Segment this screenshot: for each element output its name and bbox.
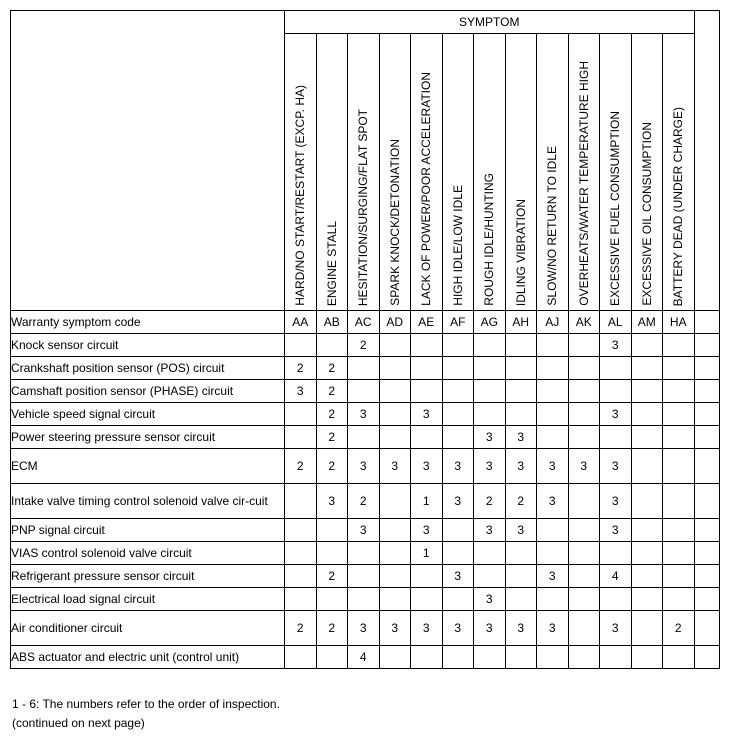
value-cell: AA (285, 311, 317, 334)
value-cell (663, 646, 695, 669)
value-cell (348, 380, 380, 403)
row-label: Intake valve timing control solenoid valve cir-cuit (11, 484, 285, 519)
symptom-header-cell (411, 34, 443, 311)
table-row (11, 426, 720, 449)
row-label: VIAS control solenoid valve circuit (11, 542, 285, 565)
symptom-header-label: SPARK KNOCK/DETONATION (387, 139, 402, 306)
symptom-header-cell (537, 34, 569, 311)
extra-cell (694, 311, 719, 334)
value-cell (442, 380, 474, 403)
row-label: Air conditioner circuit (11, 611, 285, 646)
value-cell: 3 (442, 484, 474, 519)
extra-cell (694, 426, 719, 449)
header-extra-cell (694, 11, 719, 311)
table-row (11, 311, 720, 334)
value-cell: 2 (348, 484, 380, 519)
value-cell (474, 357, 506, 380)
value-cell (600, 542, 632, 565)
value-cell (474, 565, 506, 588)
value-cell (379, 565, 411, 588)
value-cell: 3 (379, 611, 411, 646)
value-cell (631, 380, 663, 403)
value-cell (631, 484, 663, 519)
symptom-header-cell (348, 34, 380, 311)
extra-cell (694, 449, 719, 484)
extra-cell (694, 334, 719, 357)
symptom-header-cell (379, 34, 411, 311)
value-cell: AH (505, 311, 537, 334)
value-cell: 3 (537, 484, 569, 519)
value-cell (568, 484, 600, 519)
value-cell (537, 380, 569, 403)
value-cell (348, 565, 380, 588)
symptom-header-label: LACK OF POWER/POOR ACCELERATION (419, 72, 434, 306)
symptom-header-cell (316, 34, 348, 311)
table-row (11, 357, 720, 380)
value-cell (348, 588, 380, 611)
value-cell: 3 (505, 426, 537, 449)
value-cell (411, 646, 443, 669)
value-cell (285, 403, 317, 426)
value-cell (663, 426, 695, 449)
value-cell: 3 (316, 484, 348, 519)
value-cell: AM (631, 311, 663, 334)
value-cell (442, 334, 474, 357)
value-cell (568, 588, 600, 611)
value-cell (379, 426, 411, 449)
value-cell: 2 (316, 380, 348, 403)
value-cell (663, 542, 695, 565)
value-cell (600, 588, 632, 611)
row-label: Vehicle speed signal circuit (11, 403, 285, 426)
symptom-header-cell (505, 34, 537, 311)
value-cell: 3 (600, 334, 632, 357)
value-cell: 1 (411, 542, 443, 565)
value-cell: 3 (442, 565, 474, 588)
value-cell (505, 380, 537, 403)
table-row (11, 449, 720, 484)
value-cell: 2 (663, 611, 695, 646)
value-cell: 2 (505, 484, 537, 519)
value-cell (568, 646, 600, 669)
value-cell (568, 403, 600, 426)
value-cell (568, 426, 600, 449)
value-cell: 3 (474, 449, 506, 484)
extra-cell (694, 565, 719, 588)
symptom-header-cell (568, 34, 600, 311)
value-cell (631, 426, 663, 449)
value-cell (285, 484, 317, 519)
value-cell (505, 565, 537, 588)
value-cell: 2 (316, 449, 348, 484)
value-cell (663, 380, 695, 403)
value-cell: 3 (505, 611, 537, 646)
value-cell (379, 357, 411, 380)
value-cell (537, 403, 569, 426)
value-cell: AL (600, 311, 632, 334)
value-cell (663, 403, 695, 426)
value-cell (316, 542, 348, 565)
continued-note: (continued on next page) (12, 716, 145, 730)
value-cell (631, 646, 663, 669)
value-cell: 3 (348, 519, 380, 542)
value-cell: 3 (474, 611, 506, 646)
value-cell: 3 (379, 449, 411, 484)
table-row (11, 588, 720, 611)
value-cell (505, 646, 537, 669)
symptom-header-label: BATTERY DEAD (UNDER CHARGE) (671, 106, 686, 306)
value-cell (537, 426, 569, 449)
value-cell (537, 588, 569, 611)
value-cell (505, 542, 537, 565)
value-cell (379, 403, 411, 426)
value-cell (474, 334, 506, 357)
symptom-header-label: ENGINE STALL (324, 220, 339, 306)
value-cell (631, 519, 663, 542)
value-cell (442, 646, 474, 669)
value-cell (568, 611, 600, 646)
value-cell (474, 380, 506, 403)
value-cell (316, 646, 348, 669)
value-cell: 2 (285, 357, 317, 380)
symptom-header-label: EXCESSIVE OIL CONSUMPTION (639, 122, 654, 306)
value-cell: 3 (285, 380, 317, 403)
value-cell: 3 (600, 611, 632, 646)
value-cell: AC (348, 311, 380, 334)
value-cell (348, 542, 380, 565)
symptom-header-cell (600, 34, 632, 311)
value-cell (285, 334, 317, 357)
value-cell (411, 565, 443, 588)
row-label: Knock sensor circuit (11, 334, 285, 357)
value-cell (631, 588, 663, 611)
value-cell (379, 484, 411, 519)
value-cell: 3 (505, 519, 537, 542)
value-cell (285, 542, 317, 565)
symptom-title: SYMPTOM (285, 11, 695, 34)
table-row (11, 565, 720, 588)
extra-cell (694, 588, 719, 611)
symptom-header-label: HIGH IDLE/LOW IDLE (450, 185, 465, 306)
value-cell (631, 542, 663, 565)
value-cell: AK (568, 311, 600, 334)
value-cell (631, 611, 663, 646)
table-row (11, 646, 720, 669)
table-row (11, 519, 720, 542)
value-cell: 3 (568, 449, 600, 484)
value-cell (663, 334, 695, 357)
value-cell: 3 (348, 403, 380, 426)
extra-cell (694, 611, 719, 646)
matrix-body (11, 311, 720, 669)
value-cell (663, 357, 695, 380)
value-cell: 3 (600, 484, 632, 519)
row-label: PNP signal circuit (11, 519, 285, 542)
value-cell: 3 (505, 449, 537, 484)
value-cell (379, 646, 411, 669)
value-cell: 3 (474, 426, 506, 449)
extra-cell (694, 484, 719, 519)
table-row (11, 380, 720, 403)
value-cell (442, 426, 474, 449)
value-cell: 3 (348, 449, 380, 484)
value-cell (631, 403, 663, 426)
value-cell (505, 357, 537, 380)
symptom-header-label: OVERHEATS/WATER TEMPERATURE HIGH (576, 61, 591, 306)
value-cell (505, 403, 537, 426)
value-cell: 3 (600, 449, 632, 484)
symptom-header-cell (631, 34, 663, 311)
value-cell: 3 (474, 519, 506, 542)
table-row (11, 611, 720, 646)
value-cell (411, 588, 443, 611)
value-cell (505, 588, 537, 611)
value-cell (568, 380, 600, 403)
value-cell (537, 542, 569, 565)
value-cell (411, 426, 443, 449)
value-cell: 4 (348, 646, 380, 669)
value-cell (316, 519, 348, 542)
value-cell (316, 588, 348, 611)
value-cell (285, 519, 317, 542)
symptom-header-cell (474, 34, 506, 311)
value-cell (442, 519, 474, 542)
row-label: ECM (11, 449, 285, 484)
value-cell: 2 (348, 334, 380, 357)
value-cell (474, 646, 506, 669)
value-cell: 3 (600, 403, 632, 426)
value-cell (663, 449, 695, 484)
value-cell: 4 (600, 565, 632, 588)
value-cell: 1 (411, 484, 443, 519)
value-cell (568, 542, 600, 565)
value-cell (537, 646, 569, 669)
symptom-header-label: ROUGH IDLE/HUNTING (482, 173, 497, 306)
value-cell (285, 588, 317, 611)
value-cell: HA (663, 311, 695, 334)
value-cell: 2 (316, 426, 348, 449)
value-cell (348, 426, 380, 449)
value-cell (316, 334, 348, 357)
value-cell (411, 380, 443, 403)
table-row (11, 484, 720, 519)
value-cell: 3 (600, 519, 632, 542)
value-cell: 3 (442, 449, 474, 484)
value-cell: 2 (316, 403, 348, 426)
inspection-order-note: 1 - 6: The numbers refer to the order of inspection. (12, 697, 280, 711)
table-row (11, 542, 720, 565)
value-cell (568, 565, 600, 588)
value-cell (600, 426, 632, 449)
symptom-header-cell (663, 34, 695, 311)
value-cell (411, 357, 443, 380)
value-cell (442, 357, 474, 380)
extra-cell (694, 357, 719, 380)
extra-cell (694, 646, 719, 669)
value-cell: 2 (316, 357, 348, 380)
value-cell (600, 380, 632, 403)
value-cell: 3 (411, 449, 443, 484)
value-cell: AG (474, 311, 506, 334)
value-cell: 2 (285, 449, 317, 484)
value-cell (663, 588, 695, 611)
row-label: Crankshaft position sensor (POS) circuit (11, 357, 285, 380)
symptom-header-cell (442, 34, 474, 311)
row-label: Camshaft position sensor (PHASE) circuit (11, 380, 285, 403)
value-cell (568, 357, 600, 380)
extra-cell (694, 380, 719, 403)
value-cell (600, 357, 632, 380)
symptom-header-label: HARD/NO START/RESTART (EXCP. HA) (293, 85, 308, 306)
value-cell: 3 (442, 611, 474, 646)
symptom-matrix-table (10, 10, 720, 669)
value-cell (442, 403, 474, 426)
value-cell (631, 334, 663, 357)
row-label: Warranty symptom code (11, 311, 285, 334)
value-cell (474, 403, 506, 426)
value-cell (568, 334, 600, 357)
value-cell (631, 357, 663, 380)
value-cell (379, 380, 411, 403)
value-cell (379, 334, 411, 357)
extra-cell (694, 403, 719, 426)
value-cell (631, 565, 663, 588)
value-cell (568, 519, 600, 542)
value-cell: 3 (537, 611, 569, 646)
value-cell (285, 565, 317, 588)
row-label: ABS actuator and electric unit (control unit) (11, 646, 285, 669)
value-cell (600, 646, 632, 669)
value-cell: 3 (537, 449, 569, 484)
value-cell: AD (379, 311, 411, 334)
value-cell: 3 (474, 588, 506, 611)
value-cell (379, 542, 411, 565)
value-cell (663, 519, 695, 542)
table-row (11, 334, 720, 357)
value-cell: 3 (537, 565, 569, 588)
symptom-header-label: SLOW/NO RETURN TO IDLE (545, 146, 560, 306)
value-cell: AB (316, 311, 348, 334)
value-cell: 2 (316, 565, 348, 588)
value-cell (537, 519, 569, 542)
value-cell (537, 357, 569, 380)
value-cell: 3 (348, 611, 380, 646)
value-cell (474, 542, 506, 565)
row-label: Power steering pressure sensor circuit (11, 426, 285, 449)
symptom-header-label: EXCESSIVE FUEL CONSUMPTION (608, 111, 623, 306)
footnotes (12, 695, 280, 733)
value-cell (285, 426, 317, 449)
extra-cell (694, 519, 719, 542)
value-cell: 3 (411, 403, 443, 426)
value-cell (411, 334, 443, 357)
value-cell (442, 542, 474, 565)
value-cell: AJ (537, 311, 569, 334)
extra-cell (694, 542, 719, 565)
header-blank-cell (11, 11, 285, 311)
value-cell: AE (411, 311, 443, 334)
symptom-title-row (11, 11, 720, 34)
value-cell: 3 (411, 611, 443, 646)
value-cell (663, 565, 695, 588)
value-cell (379, 588, 411, 611)
symptom-header-cell (285, 34, 317, 311)
value-cell (505, 334, 537, 357)
value-cell: 2 (474, 484, 506, 519)
value-cell: 2 (285, 611, 317, 646)
value-cell: 3 (411, 519, 443, 542)
row-label: Electrical load signal circuit (11, 588, 285, 611)
value-cell (285, 646, 317, 669)
value-cell: AF (442, 311, 474, 334)
value-cell (631, 449, 663, 484)
value-cell (348, 357, 380, 380)
value-cell (663, 484, 695, 519)
value-cell (442, 588, 474, 611)
symptom-header-label: HESITATION/SURGING/FLAT SPOT (356, 108, 371, 306)
value-cell (379, 519, 411, 542)
row-label: Refrigerant pressure sensor circuit (11, 565, 285, 588)
symptom-header-label: IDLING VIBRATION (513, 198, 528, 306)
value-cell: 2 (316, 611, 348, 646)
table-row (11, 403, 720, 426)
value-cell (537, 334, 569, 357)
